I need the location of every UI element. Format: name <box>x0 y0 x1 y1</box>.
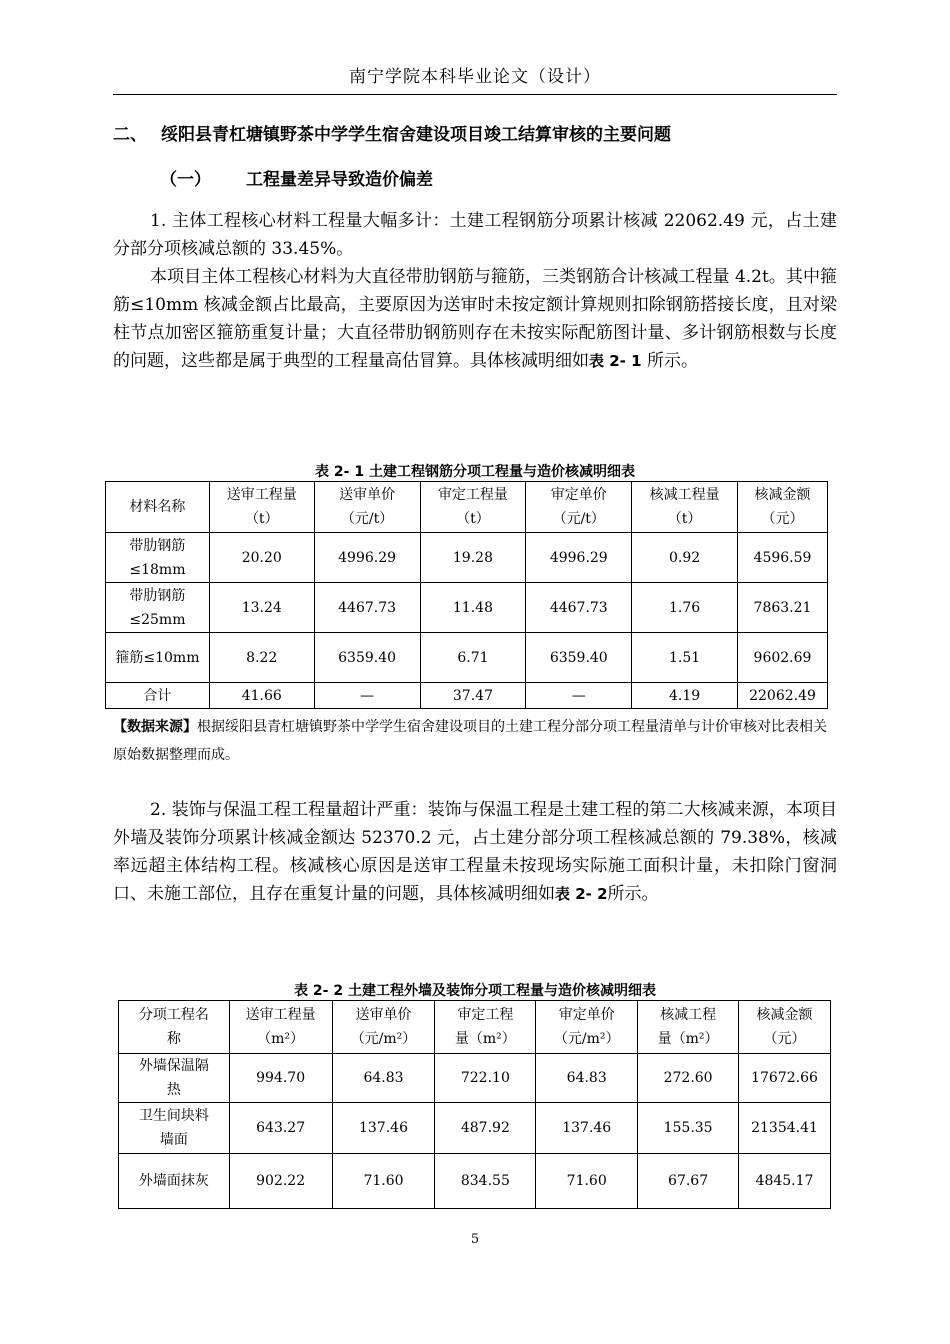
table-cell: 6.71 <box>420 633 526 683</box>
header-cell <box>119 1001 230 1054</box>
paragraph-3-tail: 所示。 <box>607 884 659 904</box>
row-name-line: 墙面 <box>159 1132 188 1148</box>
header-cell-line: （元/t） <box>552 511 605 527</box>
table-cell: 21354.41 <box>739 1103 831 1154</box>
header-cell <box>420 482 526 533</box>
row-name-line: 箍筋≤10mm <box>115 649 200 666</box>
header-cell-line: （元） <box>763 1031 806 1047</box>
paragraph-3 <box>113 796 837 908</box>
table-cell: 6359.40 <box>314 633 420 683</box>
header-cell-line: 审定工程 <box>457 1007 514 1023</box>
paragraph-3-text: 2. 装饰与保温工程工程量超计严重：装饰与保温工程是土建工程的第二大核减来源，本项目外墙及装饰分项累计核减金额达 52370.2 元，占土建分部分项工程核减总额的 79.38%，核减率远超主体结构工程。核减核心原因是送审工程量未按现场实际施工面积计量，未扣除门窗洞口、未施工部位，且存在重复计量的问题，具体核减明细如 <box>113 800 837 904</box>
header-cell-line: 送审单价 <box>355 1007 412 1023</box>
table-cell: 137.46 <box>332 1103 435 1154</box>
table-cell: — <box>526 683 632 709</box>
table-cell: 0.92 <box>632 533 738 583</box>
section-title: 绥阳县青杠塘镇野茶中学学生宿舍建设项目竣工结算审核的主要问题 <box>161 125 671 145</box>
row-name-cell <box>119 1154 230 1209</box>
source-text: 根据绥阳县青杠塘镇野茶中学学生宿舍建设项目的土建工程分部分项工程量清单与计价审核对比表相关原始数据整理而成。 <box>113 719 827 763</box>
table-cell: 9602.69 <box>738 633 828 683</box>
table-cell: 71.60 <box>332 1154 435 1209</box>
row-name-line: 带肋钢筋 <box>129 537 186 554</box>
header-cell-line: （t） <box>244 511 279 527</box>
header-cell <box>106 482 210 533</box>
subsection-title: 工程量差异导致造价偏差 <box>246 170 433 190</box>
page-number: 5 <box>470 1232 480 1247</box>
header-cell-line: 送审工程量 <box>226 487 297 503</box>
header-cell-line: 材料名称 <box>129 499 186 515</box>
table-cell: 834.55 <box>435 1154 536 1209</box>
table-cell: 17672.66 <box>739 1054 831 1103</box>
header-cell <box>526 482 632 533</box>
table-cell: 137.46 <box>536 1103 638 1154</box>
table-cell: 4467.73 <box>526 583 632 633</box>
table-cell: 4845.17 <box>739 1154 831 1209</box>
header-cell-line: 核减工程 <box>660 1007 717 1023</box>
header-cell <box>638 1001 739 1054</box>
table-row <box>119 1054 831 1103</box>
row-name-line: 合计 <box>143 687 172 704</box>
header-cell <box>632 482 738 533</box>
table-cell: 1.51 <box>632 633 738 683</box>
header-cell-line: 量（m²） <box>657 1031 719 1047</box>
row-name-cell <box>106 583 210 633</box>
header-cell <box>314 482 420 533</box>
table-cell: 4596.59 <box>738 533 828 583</box>
table-cell: 487.92 <box>435 1103 536 1154</box>
header-cell-line: 分项工程名 <box>138 1007 209 1023</box>
table-header-row <box>119 1001 831 1054</box>
table-2-caption: 表 2- 2 土建工程外墙及装饰分项工程量与造价核减明细表 <box>294 983 656 999</box>
table-2 <box>118 1000 831 1209</box>
row-name-cell <box>119 1103 230 1154</box>
table-header-row <box>106 482 828 533</box>
table-cell: 13.24 <box>209 583 314 633</box>
table-cell: 272.60 <box>638 1054 739 1103</box>
table-2-reference: 表 2- 2 <box>555 885 608 903</box>
table-cell: 67.67 <box>638 1154 739 1209</box>
header-cell-line: 审定单价 <box>550 487 607 503</box>
table-cell: 1.76 <box>632 583 738 633</box>
table-row <box>106 683 828 709</box>
table-cell: 11.48 <box>420 583 526 633</box>
header-cell-line: 核减金额 <box>756 1007 813 1023</box>
header-cell-line: 量（m²） <box>454 1031 516 1047</box>
row-name-line: ≤25mm <box>129 611 186 628</box>
header-cell-line: 核减金额 <box>754 487 811 503</box>
row-name-line: 带肋钢筋 <box>129 587 186 604</box>
header-cell-line: 送审单价 <box>339 487 396 503</box>
table-1-source-note <box>113 713 837 769</box>
table-cell: 6359.40 <box>526 633 632 683</box>
row-name-cell <box>106 683 210 709</box>
header-cell <box>229 1001 332 1054</box>
table-cell: 4.19 <box>632 683 738 709</box>
table-cell: 64.83 <box>536 1054 638 1103</box>
table-1-caption: 表 2- 1 土建工程钢筋分项工程量与造价核减明细表 <box>315 464 635 480</box>
row-name-line: 热 <box>166 1082 181 1098</box>
header-cell <box>536 1001 638 1054</box>
row-name-cell <box>106 533 210 583</box>
table-cell: 19.28 <box>420 533 526 583</box>
table-cell: 902.22 <box>229 1154 332 1209</box>
table-cell: 155.35 <box>638 1103 739 1154</box>
table-cell: 994.70 <box>229 1054 332 1103</box>
table-row <box>106 633 828 683</box>
header-cell-line: （m²） <box>257 1031 305 1047</box>
table-row <box>119 1103 831 1154</box>
source-label: 【数据来源】 <box>113 719 197 735</box>
subsection-heading <box>160 165 433 190</box>
header-cell <box>738 482 828 533</box>
header-cell-line: （元/m²） <box>553 1031 620 1047</box>
subsection-number: （一） <box>160 170 211 190</box>
row-name-cell <box>119 1054 230 1103</box>
table-cell: 643.27 <box>229 1103 332 1154</box>
header-divider <box>113 94 837 95</box>
table-cell: 7863.21 <box>738 583 828 633</box>
paragraph-2-tail: 所示。 <box>641 351 698 371</box>
header-cell-line: 审定单价 <box>558 1007 615 1023</box>
table-cell: 64.83 <box>332 1054 435 1103</box>
header-cell-line: （元） <box>761 511 804 527</box>
header-cell <box>332 1001 435 1054</box>
header-cell-line: （t） <box>667 511 702 527</box>
table-cell: 37.47 <box>420 683 526 709</box>
header-cell-line: 称 <box>166 1031 181 1047</box>
header-cell <box>435 1001 536 1054</box>
header-cell <box>739 1001 831 1054</box>
table-cell: 8.22 <box>209 633 314 683</box>
table-1-reference: 表 2- 1 <box>589 352 642 370</box>
table-cell: — <box>314 683 420 709</box>
table-cell: 722.10 <box>435 1054 536 1103</box>
table-cell: 4996.29 <box>526 533 632 583</box>
row-name-cell <box>106 633 210 683</box>
table-cell: 4996.29 <box>314 533 420 583</box>
header-cell-line: （t） <box>456 511 490 527</box>
table-row <box>106 533 828 583</box>
table-cell: 20.20 <box>209 533 314 583</box>
table-cell: 71.60 <box>536 1154 638 1209</box>
header-cell-line: （元/t） <box>340 511 394 527</box>
paragraph-2-text: 本项目主体工程核心材料为大直径带肋钢筋与箍筋，三类钢筋合计核减工程量 4.2t。其中箍筋≤10mm 核减金额占比最高，主要原因为送审时未按定额计算规则扣除钢筋搭接长度，且对梁柱节点加密区箍筋重复计量；大直径带肋钢筋则存在未按实际配筋图计量、多计钢筋根数与长度的问题，这些都是属于典型的工程量高估冒算。具体核减明细如 <box>113 267 837 371</box>
row-name-line: ≤18mm <box>129 561 186 578</box>
page-header: 南宁学院本科毕业论文（设计） <box>349 67 601 87</box>
section-number: 二、 <box>113 125 147 145</box>
header-cell-line: 审定工程量 <box>437 487 508 503</box>
table-cell: 4467.73 <box>314 583 420 633</box>
table-row <box>119 1154 831 1209</box>
header-cell <box>209 482 314 533</box>
section-heading <box>113 120 671 145</box>
paragraph-1: 1. 主体工程核心材料工程量大幅多计：土建工程钢筋分项累计核减 22062.49 元，占土建分部分项核减总额的 33.45%。 <box>113 211 837 259</box>
row-name-line: 外墙面抹灰 <box>138 1173 209 1189</box>
table-cell: 22062.49 <box>738 683 828 709</box>
header-cell-line: （元/m²） <box>350 1031 417 1047</box>
table-cell: 41.66 <box>209 683 314 709</box>
row-name-line: 外墙保温隔 <box>138 1058 209 1074</box>
header-cell-line: 核减工程量 <box>649 487 720 503</box>
row-name-line: 卫生间块料 <box>138 1108 209 1124</box>
paragraph-2 <box>113 263 837 375</box>
table-1 <box>105 481 828 709</box>
table-row <box>106 583 828 633</box>
header-cell-line: 送审工程量 <box>245 1007 316 1023</box>
